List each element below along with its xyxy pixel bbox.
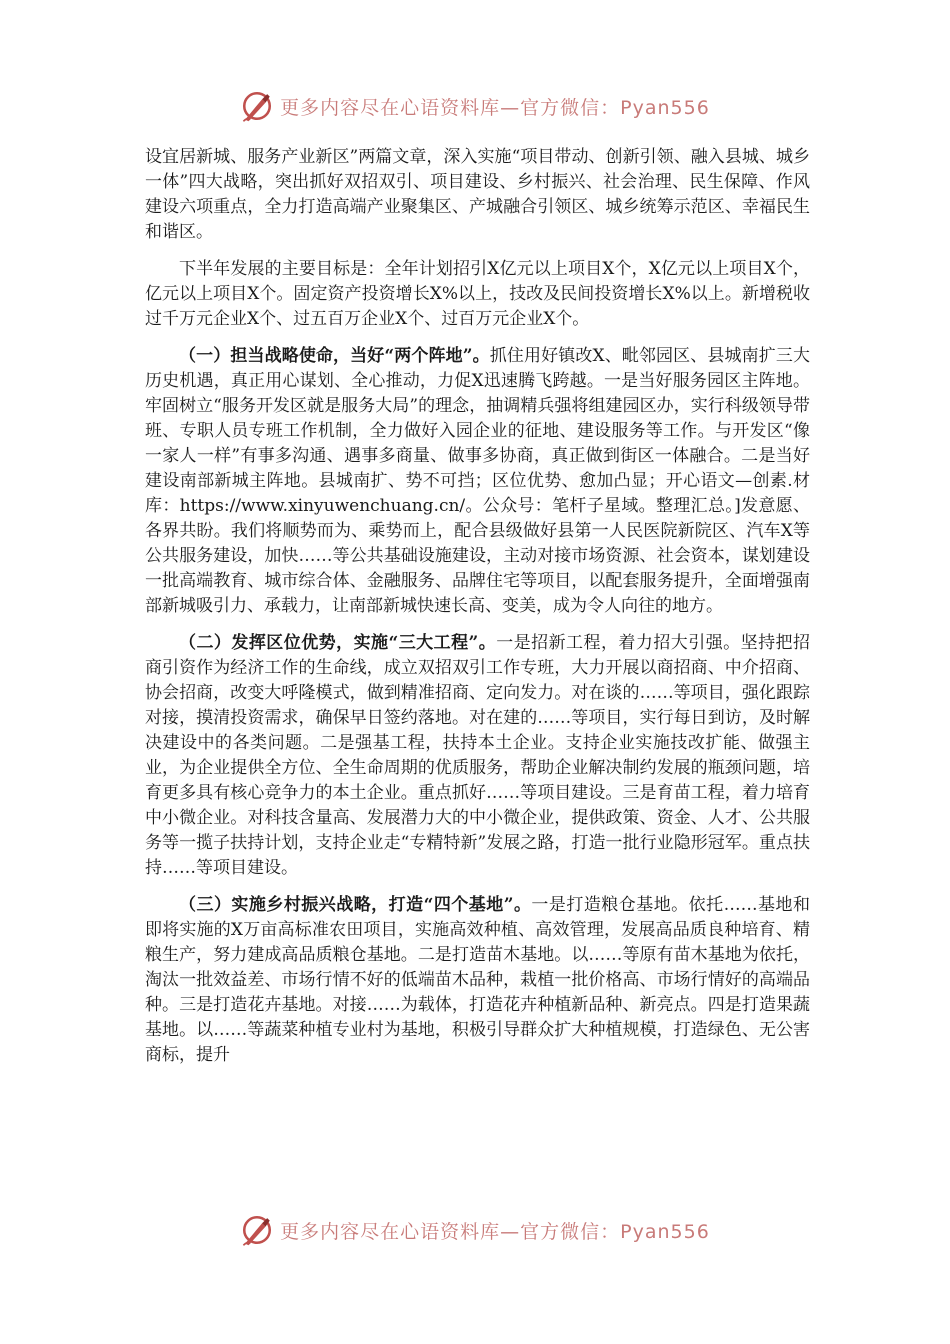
paragraph-3 [145, 344, 810, 619]
section-2-body: 一是招新工程，着力招大引强。坚持把招商引资作为经济工作的生命线，成立双招双引工作专班，大力开展以商招商、中介招商、协会招商，改变大呼隆模式，做到精准招商、定向发力。对在谈的……等项目，强化跟踪对接，摸清投资需求，确保早日签约落地。对在建的……等项目，实行每日到访，及时解决建设中的各类问题。二是强基工程，扶持本土企业。支持企业实施技改扩能、做强主业，为企业提供全方位、全生命周期的优质服务，帮助企业解决制约发展的瓶颈问题，培育更多具有核心竞争力的本土企业。重点抓好……等项目建设。三是育苗工程，着力培育中小微企业。对科技含量高、发展潜力大的中小微企业，提供政策、资金、人才、公共服务等一揽子扶持计划，支持企业走“专精特新”发展之路，打造一批行业隐形冠军。重点扶持……等项目建设。 [145, 633, 810, 878]
section-1-heading: （一）担当战略使命，当好“两个阵地”。 [179, 346, 490, 366]
paragraph-1: 设宜居新城、服务产业新区”两篇文章，深入实施“项目带动、创新引领、融入县城、城乡一体”四大战略，突出抓好双招双引、项目建设、乡村振兴、社会治理、民生保障、作风建设六项重点，全力打造高端产业聚集区、产城融合引领区、城乡统筹示范区、幸福民生和谐区。 [145, 147, 810, 242]
pen-logo-icon [240, 1213, 274, 1247]
section-2-heading: （二）发挥区位优势，实施“三大工程”。 [179, 633, 497, 653]
paragraph-5 [145, 893, 810, 1068]
header-banner [0, 86, 950, 126]
section-1-body: 抓住用好镇改X、毗邻园区、县城南扩三大历史机遇，真正用心谋划、全心推动，力促X迅速腾飞跨越。一是当好服务园区主阵地。牢固树立“服务开发区就是服务大局”的理念，抽调精兵强将组建园区办，实行科级领导带班、专职人员专班工作机制，全力做好入园企业的征地、建设服务等工作。与开发区“像一家人一样”有事多沟通、遇事多商量、做事多协商，真正做到街区一体融合。二是当好建设南部新城主阵地。县城南扩、势不可挡；区位优势、愈加凸显；开心语文—创素.材库：https://www.xinyuwenchuang.cn/。公众号：笔杆子星域。整理汇总。]发意愿、各界共盼。我们将顺势而为、乘势而上，配合县级做好县第一人民医院新院区、汽车X等公共服务建设，加快……等公共基础设施建设，主动对接市场资源、社会资本，谋划建设一批高端教育、城市综合体、金融服务、品牌住宅等项目，以配套服务提升，全面增强南部新城吸引力、承载力，让南部新城快速长高、变美，成为令人向往的地方。 [145, 346, 810, 616]
banner-text: 更多内容尽在心语资料库—官方微信：Pyan556 [280, 1220, 710, 1243]
paragraph-4 [145, 631, 810, 881]
footer-banner [0, 1210, 950, 1250]
document-body [145, 145, 810, 1080]
pen-logo-icon [240, 89, 274, 123]
section-3-body: 一是打造粮仓基地。依托……基地和即将实施的X万亩高标准农田项目，实施高效种植、高效管理，发展高品质良种培育、精粮生产，努力建成高品质粮仓基地。二是打造苗木基地。以……等原有苗木基地为依托，淘汰一批效益差、市场行情不好的低端苗木品种，栽植一批价格高、市场行情好的高端品种。三是打造花卉基地。对接……为载体，打造花卉种植新品种、新亮点。四是打造果蔬基地。以……等蔬菜种植专业村为基地，积极引导群众扩大种植规模，打造绿色、无公害商标，提升 [145, 895, 810, 1065]
paragraph-2: 下半年发展的主要目标是：全年计划招引X亿元以上项目X个，X亿元以上项目X个，亿元以上项目X个。固定资产投资增长X%以上，技改及民间投资增长X%以上。新增税收过千万元企业X个、过五百万企业X个、过百万元企业X个。 [145, 259, 810, 329]
section-3-heading: （三）实施乡村振兴战略，打造“四个基地”。 [179, 895, 532, 915]
banner-text: 更多内容尽在心语资料库—官方微信：Pyan556 [280, 96, 710, 119]
